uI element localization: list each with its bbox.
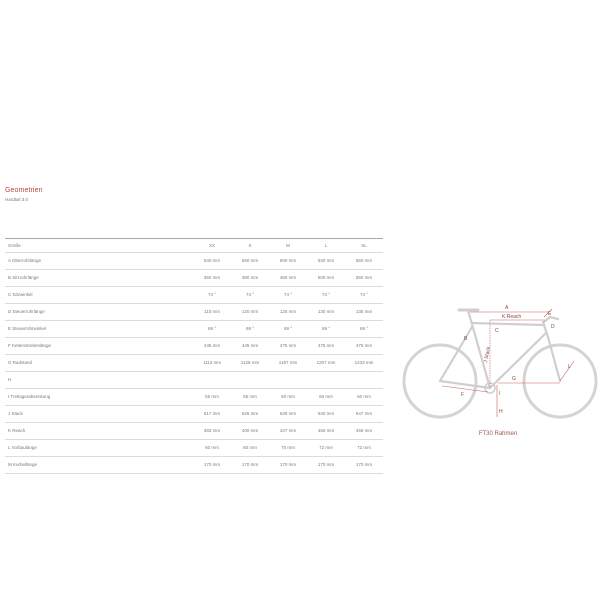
row-value: [269, 372, 307, 388]
row-label: C Sitzwinkel: [8, 292, 33, 297]
seatpost: [468, 311, 470, 317]
table-row: [5, 321, 383, 338]
page-title: Geometrien: [5, 187, 43, 194]
down-tube: [490, 333, 546, 388]
row-value: 55 mm: [243, 394, 257, 399]
row-value: 600 mm: [279, 258, 297, 263]
row-value: [193, 372, 231, 388]
row-value: 69 °: [359, 326, 369, 331]
column-header-size: Größe: [8, 243, 21, 248]
row-value: 540 mm: [203, 258, 221, 263]
row-value: 170 mm: [355, 462, 373, 467]
row-value: 380 mm: [241, 275, 259, 280]
row-value: 74 °: [283, 292, 293, 297]
row-value: 1233 mm: [354, 360, 374, 365]
row-label: F Kettenstrebenlänge: [8, 343, 52, 348]
row-value: 647 mm: [355, 411, 373, 416]
label-e: E: [548, 311, 552, 317]
row-value: 400 mm: [241, 428, 259, 433]
label-j-stack: J Stack: [483, 346, 492, 364]
label-f: F: [461, 392, 465, 398]
row-value: [307, 372, 345, 388]
table-row: [5, 389, 383, 406]
row-value: 640 mm: [317, 411, 335, 416]
row-value: 1113 mm: [202, 360, 222, 365]
row-value: 465 mm: [355, 428, 373, 433]
row-value: 60 mm: [243, 445, 257, 450]
row-value: 560 mm: [241, 258, 259, 263]
row-label: A Oberrohrlänge: [8, 258, 42, 263]
label-b: B: [464, 336, 468, 342]
row-value: 427 mm: [279, 428, 297, 433]
row-value: 120 mm: [241, 309, 259, 314]
row-value: 60 mm: [205, 445, 219, 450]
row-label: E Steuerrohrwinkel: [8, 326, 47, 331]
column-header-5: XL: [361, 243, 367, 248]
row-value: 74 °: [245, 292, 255, 297]
row-value: 125 mm: [279, 309, 297, 314]
row-value: 55 mm: [205, 394, 219, 399]
row-value: 69 °: [283, 326, 293, 331]
row-value: 1128 mm: [240, 360, 260, 365]
row-value: 445 mm: [241, 343, 259, 348]
table-row: [5, 372, 383, 389]
diagram-caption: FT30 Rahmen: [478, 431, 518, 437]
row-value: 475 mm: [279, 343, 297, 348]
column-header-2: S: [248, 243, 252, 248]
label-k-reach: K Reach: [502, 314, 522, 320]
table-row: [5, 287, 383, 304]
stem: [544, 317, 550, 322]
row-label: K Reach: [8, 428, 26, 433]
row-value: 456 mm: [317, 428, 335, 433]
row-value: 360 mm: [203, 275, 221, 280]
row-value: 445 mm: [203, 343, 221, 348]
column-header-3: M: [286, 243, 290, 248]
row-value: 70 mm: [281, 445, 295, 450]
row-label: I Tretlagerabsenkung: [8, 394, 51, 399]
table-header-row: [5, 239, 383, 253]
row-value: 69 °: [321, 326, 331, 331]
row-value: 135 mm: [355, 309, 373, 314]
measure-l: [560, 361, 574, 381]
column-header-1: XS: [208, 243, 215, 248]
label-d: D: [551, 324, 555, 330]
row-value: 130 mm: [317, 309, 335, 314]
row-label: H: [8, 377, 12, 382]
label-c: C: [495, 328, 499, 334]
row-value: 170 mm: [241, 462, 259, 467]
row-value: 1167 mm: [278, 360, 298, 365]
row-value: [231, 372, 269, 388]
row-label: B Sitzrohrlänge: [8, 275, 39, 280]
row-value: 626 mm: [241, 411, 259, 416]
table-row: [5, 270, 383, 287]
table-row: [5, 423, 383, 440]
row-label: J Stack: [8, 411, 23, 416]
row-value: 383 mm: [203, 428, 221, 433]
row-value: 475 mm: [317, 343, 335, 348]
geometry-table: [5, 238, 383, 474]
row-value: 74 °: [321, 292, 331, 297]
table-row: [5, 338, 383, 355]
row-value: 60 mm: [319, 394, 333, 399]
row-value: 60 mm: [281, 394, 295, 399]
row-value: 69 °: [207, 326, 217, 331]
table-row: [5, 440, 383, 457]
row-value: [345, 372, 383, 388]
label-g: G: [512, 376, 516, 382]
row-value: 450 mm: [279, 275, 297, 280]
row-value: 617 mm: [203, 411, 221, 416]
row-value: 110 mm: [204, 309, 220, 314]
row-value: 628 mm: [279, 411, 297, 416]
row-value: 1207 mm: [316, 360, 336, 365]
column-header-4: L: [324, 243, 328, 248]
row-value: 60 mm: [357, 394, 371, 399]
row-value: 74 °: [359, 292, 369, 297]
row-value: 170 mm: [317, 462, 335, 467]
row-label: G Radstand: [8, 360, 33, 365]
row-value: 630 mm: [317, 258, 335, 263]
table-row: [5, 355, 383, 372]
row-value: 650 mm: [355, 258, 373, 263]
top-tube: [472, 323, 543, 325]
label-i: I: [499, 391, 501, 397]
row-value: 72 mm: [357, 445, 371, 450]
table-row: [5, 406, 383, 423]
table-row: [5, 253, 383, 270]
label-a: A: [505, 305, 509, 311]
label-h: H: [499, 409, 503, 415]
label-l: L: [568, 364, 571, 370]
row-value: 72 mm: [319, 445, 333, 450]
row-value: 74 °: [207, 292, 217, 297]
table-row: [5, 457, 383, 474]
table-row: [5, 304, 383, 321]
bike-geometry-diagram: [398, 295, 598, 445]
row-value: 69 °: [245, 326, 255, 331]
handlebar: [550, 317, 558, 319]
row-value: 475 mm: [355, 343, 373, 348]
row-value: 500 mm: [317, 275, 335, 280]
row-value: 170 mm: [279, 462, 297, 467]
row-value: 550 mm: [355, 275, 373, 280]
row-label: D Steuerrohrlänge: [8, 309, 45, 314]
row-value: 170 mm: [203, 462, 221, 467]
row-label: M Kurbellänge: [8, 462, 38, 467]
page-subtitle: Hardtail 3.0: [5, 197, 29, 202]
row-label: L Vorbaulänge: [8, 445, 37, 450]
